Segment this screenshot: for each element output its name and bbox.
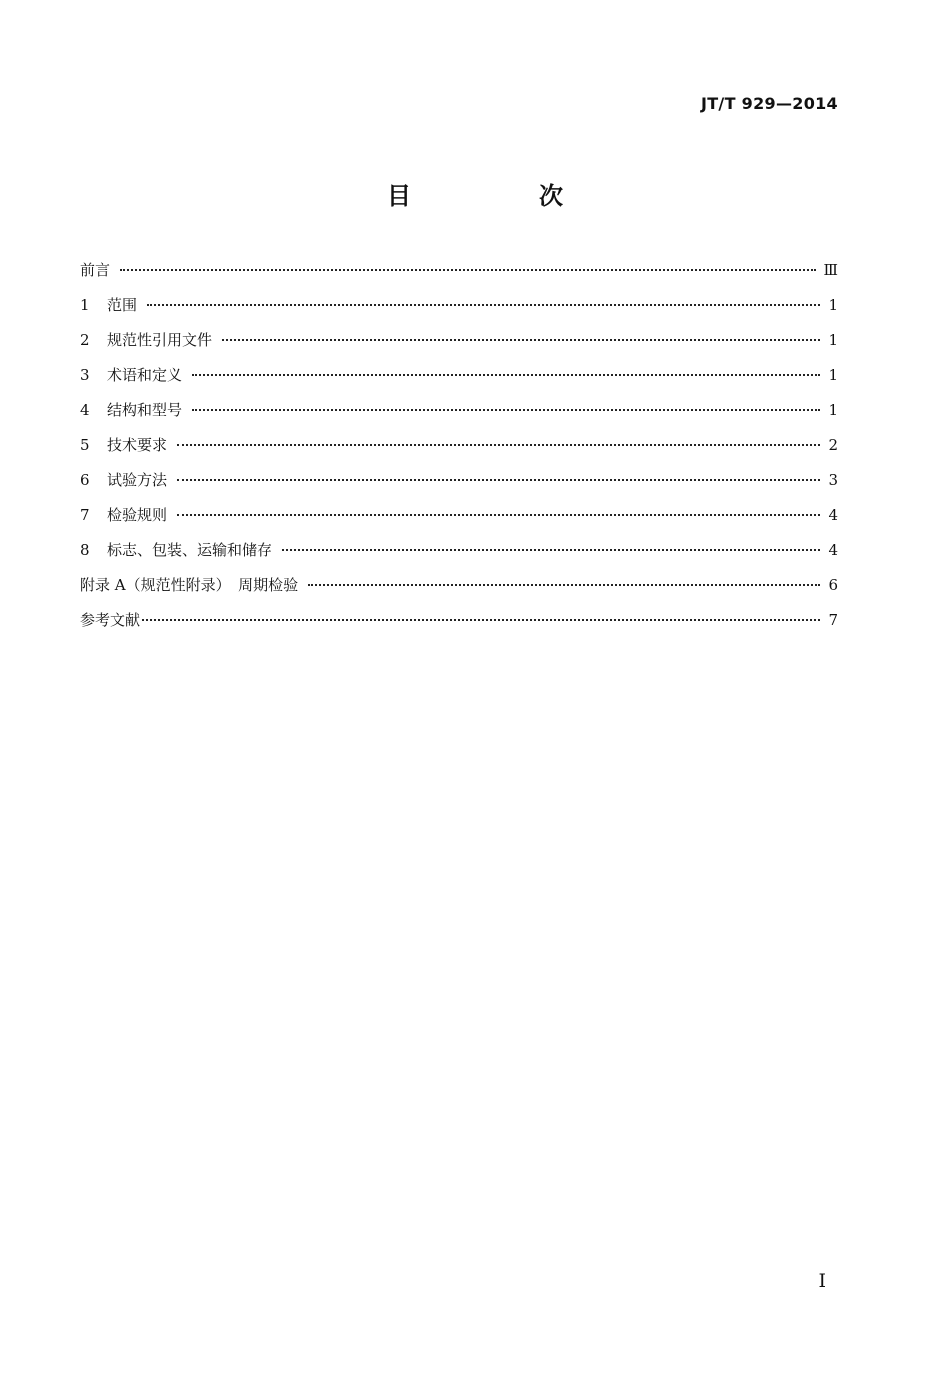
toc-entry-label: 标志、包装、运输和储存 (107, 541, 273, 559)
toc-leader-dots (308, 584, 820, 586)
toc-entry-inspection-rules[interactable] (80, 499, 838, 534)
document-code: JT/T 929—2014 (700, 94, 838, 113)
toc-entry-bibliography[interactable] (80, 604, 838, 639)
toc-entry-label: 检验规则 (107, 506, 168, 524)
toc-entry-page: 3 (828, 471, 838, 489)
toc-leader-dots (147, 304, 820, 306)
toc-entry-label: 技术要求 (107, 436, 168, 454)
toc-entry-number: 6 (80, 471, 90, 489)
toc-leader-dots (177, 444, 820, 446)
toc-entry-label: 结构和型号 (107, 401, 183, 419)
toc-entry-number: 2 (80, 331, 90, 349)
toc-entry-page: 1 (828, 331, 838, 349)
toc-entry-label: 附录 A（规范性附录） 周期检验 (80, 576, 299, 594)
toc-entry-page: 1 (828, 401, 838, 419)
toc-entry-page: 2 (828, 436, 838, 454)
toc-leader-dots (192, 374, 820, 376)
toc-entry-normative-references[interactable] (80, 324, 838, 359)
toc-entry-number: 8 (80, 541, 90, 559)
toc-entry-page: 1 (828, 296, 838, 314)
toc-entry-label: 规范性引用文件 (107, 331, 213, 349)
table-of-contents (80, 254, 838, 639)
toc-entry-page: 7 (828, 611, 838, 629)
toc-entry-foreword[interactable] (80, 254, 838, 289)
toc-leader-dots (120, 269, 816, 271)
toc-entry-label: 范围 (107, 296, 138, 314)
toc-entry-page: 4 (828, 506, 838, 524)
toc-entry-label: 前言 (80, 261, 111, 279)
toc-title: 目 次 (387, 182, 615, 210)
toc-leader-dots (177, 479, 820, 481)
toc-entry-label: 参考文献 (80, 611, 141, 629)
toc-leader-dots (142, 619, 820, 621)
toc-leader-dots (222, 339, 820, 341)
toc-entry-page: 4 (828, 541, 838, 559)
toc-entry-annex-a[interactable] (80, 569, 838, 604)
toc-entry-structure-model[interactable] (80, 394, 838, 429)
toc-entry-number: 5 (80, 436, 90, 454)
toc-leader-dots (192, 409, 820, 411)
toc-entry-marking-packaging[interactable] (80, 534, 838, 569)
toc-entry-number: 4 (80, 401, 90, 419)
page-number: I (818, 1270, 826, 1292)
toc-entry-number: 3 (80, 366, 90, 384)
toc-entry-test-methods[interactable] (80, 464, 838, 499)
toc-entry-terms-definitions[interactable] (80, 359, 838, 394)
toc-entry-number: 1 (80, 296, 90, 314)
toc-leader-dots (177, 514, 820, 516)
toc-entry-label: 术语和定义 (107, 366, 183, 384)
toc-entry-technical-requirements[interactable] (80, 429, 838, 464)
toc-entry-number: 7 (80, 506, 90, 524)
toc-entry-label: 试验方法 (107, 471, 168, 489)
toc-leader-dots (282, 549, 820, 551)
toc-entry-page: 1 (828, 366, 838, 384)
toc-entry-page: 6 (828, 576, 838, 594)
toc-entry-scope[interactable] (80, 289, 838, 324)
toc-entry-page: Ⅲ (823, 261, 838, 279)
